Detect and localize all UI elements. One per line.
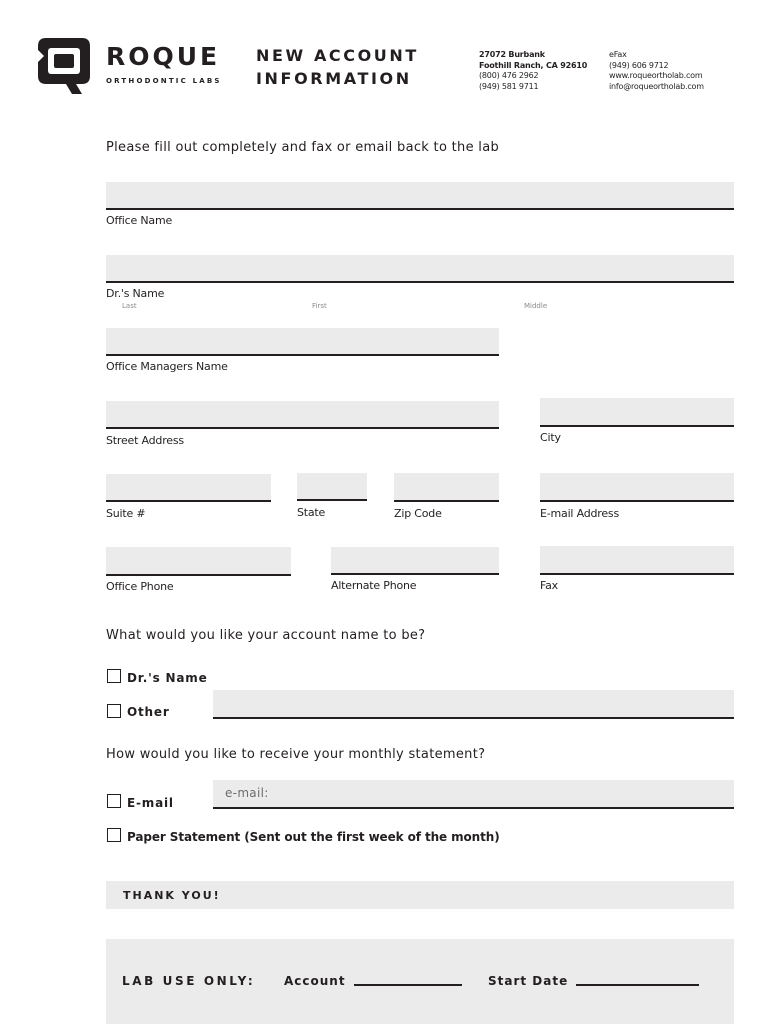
contact-email: info@roqueortholab.com [609,81,704,91]
fax-field[interactable] [540,546,734,575]
state-field[interactable] [297,473,367,501]
email-address-label: E-mail Address [540,507,619,520]
office-name-field[interactable] [106,182,734,210]
website: www.roqueortholab.com [609,71,703,80]
dr-middle-label: Middle [524,302,548,310]
office-phone-label: Office Phone [106,580,174,593]
address-city: Foothill Ranch, CA 92610 [479,60,588,70]
start-date-label: Start Date [488,974,569,988]
statement-email-placeholder: e-mail: [225,786,269,800]
suite-field[interactable] [106,474,271,502]
city-field[interactable] [540,398,734,427]
account-line-field[interactable] [354,984,462,986]
office-manager-field[interactable] [106,328,499,356]
zip-code-field[interactable] [394,473,499,502]
other-checkbox[interactable] [107,704,121,718]
dr-last-label: Last [122,302,137,310]
account-label: Account [284,974,346,988]
brand-subtitle: ORTHODONTIC LABS [106,77,222,85]
paper-option-label: Paper Statement (Sent out the first week of the month) [127,830,500,844]
lab-use-title: LAB USE ONLY: [122,974,256,988]
brand-name: ROQUE [106,42,221,71]
email-option-label: E-mail [127,796,174,810]
address-phone2: (949) 581 9711 [479,81,539,91]
roque-logo-icon [36,36,92,96]
dr-name-option-label: Dr.'s Name [127,671,208,685]
dr-name-checkbox[interactable] [107,669,121,683]
city-label: City [540,431,561,444]
intro-text: Please fill out completely and fax or email back to the lab [106,140,500,155]
street-address-field[interactable] [106,401,499,429]
other-option-label: Other [127,705,170,719]
office-phone-field[interactable] [106,547,291,576]
address-phone1: (800) 476 2962 [479,71,539,80]
dr-name-label: Dr.'s Name [106,287,165,300]
statement-email-field[interactable] [213,780,734,809]
suite-label: Suite # [106,507,146,520]
paper-statement-checkbox[interactable] [107,828,121,842]
efax-number: (949) 606 9712 [609,60,669,70]
other-account-name-field[interactable] [213,690,734,719]
email-address-field[interactable] [540,473,734,502]
lab-address [479,50,587,92]
start-date-line-field[interactable] [576,984,699,986]
form-title-line2: INFORMATION [256,69,412,88]
thank-you-text: THANK YOU! [123,889,221,902]
office-name-label: Office Name [106,214,173,227]
zip-code-label: Zip Code [394,507,442,520]
form-title-line1: NEW ACCOUNT [256,46,419,65]
dr-first-label: First [312,302,327,310]
lab-contact [609,50,704,92]
office-manager-label: Office Managers Name [106,360,228,373]
statement-question: How would you like to receive your monthly statement? [106,747,486,762]
address-street: 27072 Burbank [479,50,545,59]
alternate-phone-field[interactable] [331,547,499,575]
dr-name-field[interactable] [106,255,734,283]
street-address-label: Street Address [106,434,184,447]
fax-label: Fax [540,579,558,592]
alternate-phone-label: Alternate Phone [331,579,417,592]
email-statement-checkbox[interactable] [107,794,121,808]
account-name-question: What would you like your account name to be? [106,628,426,643]
efax-label: eFax [609,50,627,59]
state-label: State [297,506,326,519]
form-title [256,44,419,90]
